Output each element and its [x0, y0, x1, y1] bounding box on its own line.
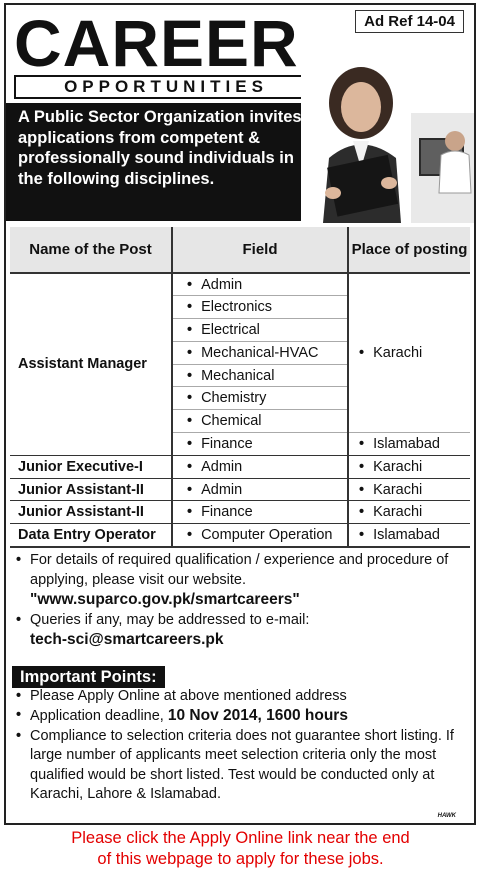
table-row [10, 524, 470, 547]
list-item: • Please Apply Online at above mentioned address [16, 687, 468, 706]
field-cell: • Chemical [172, 410, 348, 433]
post-cell: Junior Assistant-II [10, 501, 172, 524]
field-cell: • Chemistry [172, 387, 348, 410]
post-cell: Junior Executive-I [10, 455, 172, 478]
list-item [16, 706, 468, 726]
field-cell: • Finance [172, 433, 348, 456]
deadline-label: Application deadline, [30, 708, 164, 725]
application-notes [16, 550, 468, 650]
field-cell: • Finance [172, 501, 348, 524]
list-item [16, 610, 468, 650]
opportunities-subtitle: OPPORTUNITIES [14, 75, 318, 99]
header-place: Place of posting [348, 227, 470, 273]
hawk-logo: HAWK [437, 813, 456, 819]
apply-online-notice [0, 828, 481, 870]
place-cell: • Islamabad [348, 433, 470, 456]
footer-line-1: Please click the Apply Online link near the end [71, 829, 410, 847]
table-row [10, 478, 470, 501]
post-cell: Junior Assistant-II [10, 478, 172, 501]
header-post: Name of the Post [10, 227, 172, 273]
field-cell: • Electrical [172, 319, 348, 342]
details-text: For details of required qualification / experience and procedure of applying, please visit our website. [30, 552, 449, 588]
place-cell: • Karachi [348, 478, 470, 501]
table-row [10, 273, 470, 296]
table-row [10, 455, 470, 478]
place-cell: • Islamabad [348, 524, 470, 547]
positions-table [10, 227, 470, 548]
queries-text: Queries if any, may be addressed to e-mail: [30, 612, 310, 628]
place-cell: • Karachi [348, 501, 470, 524]
field-cell: • Electronics [172, 296, 348, 319]
footer-line-2: of this webpage to apply for these jobs. [97, 850, 384, 868]
email-link[interactable]: tech-sci@smartcareers.pk [30, 631, 224, 648]
deadline-date: 10 Nov 2014, 1600 hours [167, 707, 348, 725]
table-row [10, 501, 470, 524]
field-cell: • Admin [172, 273, 348, 296]
field-cell: • Mechanical-HVAC [172, 341, 348, 364]
intro-text: A Public Sector Organization invites applications from competent & professionally sound individuals in the following disciplines. [18, 108, 302, 188]
field-cell: • Admin [172, 478, 348, 501]
post-cell: Data Entry Operator [10, 524, 172, 547]
list-item [16, 550, 468, 610]
post-assistant-manager: Assistant Manager [10, 273, 172, 455]
job-advertisement [4, 3, 476, 825]
ad-ref-badge: Ad Ref 14-04 [355, 10, 464, 33]
field-cell: • Admin [172, 455, 348, 478]
career-title: CAREER [14, 6, 299, 80]
field-cell: • Computer Operation [172, 524, 348, 547]
office-workers-photo [301, 43, 474, 223]
important-points-heading: Important Points: [12, 666, 165, 688]
website-link[interactable]: "www.suparco.gov.pk/smartcareers" [30, 591, 300, 608]
field-cell: • Mechanical [172, 364, 348, 387]
place-cell: • Karachi [348, 455, 470, 478]
list-item: • Compliance to selection criteria does not guarantee short listing. If large number of applicants meet selection criteria only the most qualified would be short listed. Test would be conducted only at Karachi, Lahore & Islamabad. [16, 727, 468, 805]
place-cell: • Karachi [348, 273, 470, 433]
important-points-list [16, 687, 468, 804]
header-field: Field [172, 227, 348, 273]
table-header-row [10, 227, 470, 273]
